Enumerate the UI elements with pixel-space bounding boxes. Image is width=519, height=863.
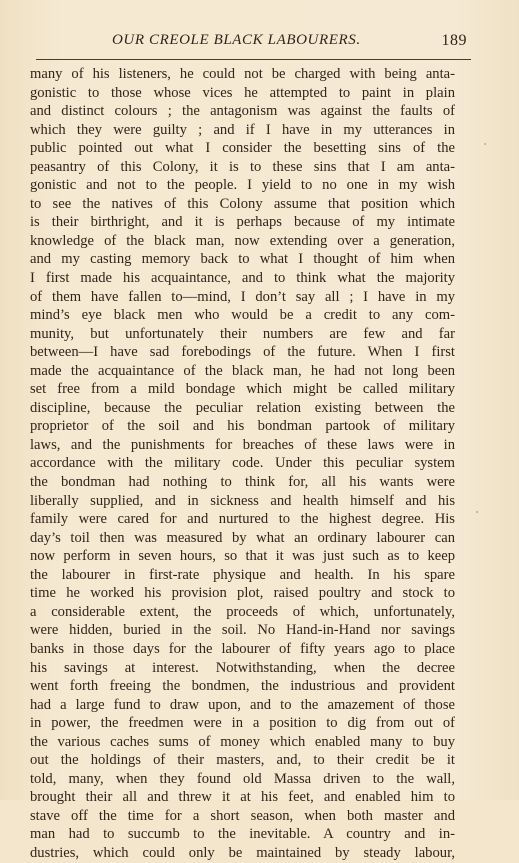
text-line: of them have fallen to—mind, I don’t say all ; I have in my — [30, 288, 455, 305]
text-line: went forth freeing the bondmen, the industrious and provident — [30, 678, 455, 695]
text-line: made the acquaintance of the black man, he had not long been — [30, 362, 455, 379]
text-line: man had to succumb to the inevitable. A country and in- — [30, 826, 455, 843]
text-line: I first made his acquaintance, and to think what the majority — [30, 270, 455, 287]
text-line: laws, and the punishments for breaches of these laws were in — [30, 436, 455, 453]
running-title: OUR CREOLE BLACK LABOURERS. — [112, 32, 361, 48]
text-line: is their birthright, and it is perhaps because of my intimate — [30, 214, 455, 231]
text-line: the bondman had nothing to think for, all his wants were — [30, 474, 455, 491]
text-line: gonistic and not to the people. I yield to no one in my wish — [30, 177, 455, 194]
running-head — [38, 32, 467, 54]
text-line: proprietor of the soil and his bondman partook of military — [30, 418, 455, 435]
text-line: banks in those days for the labourer of fifty years ago to place — [30, 640, 455, 657]
text-line: now perform in seven hours, so that it was just such as to keep — [30, 548, 455, 565]
text-line: time he worked his provision plot, raised poultry and stock to — [30, 585, 455, 602]
text-line: gonistic to those whose vices he attempted to paint in plain — [30, 84, 455, 101]
text-line: the various caches sums of money which enabled many to buy — [30, 733, 455, 750]
text-line: munity, but unfortunately their numbers are few and far — [30, 325, 455, 342]
text-line: a considerable extent, the proceeds of which, unfortunately, — [30, 603, 455, 620]
text-line: accordance with the military code. Under this peculiar system — [30, 455, 455, 472]
body-text — [30, 65, 455, 863]
text-line: family were cared for and nurtured to the highest degree. His — [30, 511, 455, 528]
text-line: dustries, which could only be maintained by steady labour, — [30, 844, 455, 861]
text-line: to see the natives of this Colony assume that position which — [30, 195, 455, 212]
text-line: peasantry of this Colony, it is to these sins that I am anta- — [30, 158, 455, 175]
text-line: mind’s eye black men who would be a credit to any com- — [30, 307, 455, 324]
text-line: public pointed out what I consider the besetting sins of the — [30, 140, 455, 157]
text-line: liberally supplied, and in sickness and health himself and his — [30, 492, 455, 509]
text-line: out the holdings of their masters, and, to their credit be it — [30, 752, 455, 769]
text-line: his savings at interest. Notwithstanding, when the decree — [30, 659, 455, 676]
text-line: set free from a mild bondage which might be called military — [30, 381, 455, 398]
paper-speck — [476, 511, 478, 513]
text-line: had a large fund to draw upon, and to the amazement of those — [30, 696, 455, 713]
page-number: 189 — [441, 32, 467, 49]
text-line: told, many, when they found old Massa driven to the wall, — [30, 770, 455, 787]
text-line: day’s toil then was measured by what an ordinary labourer can — [30, 529, 455, 546]
text-line: the labourer in first-rate physique and health. In his spare — [30, 566, 455, 583]
text-line: were hidden, buried in the soil. No Hand-in-Hand nor savings — [30, 622, 455, 639]
text-line: and my casting memory back to what I thought of him when — [30, 251, 455, 268]
text-line: in power, the freedmen were in a position to dig from out of — [30, 715, 455, 732]
header-rule — [36, 59, 471, 60]
paper-speck — [484, 143, 486, 145]
text-line: between—I have sad forebodings of the future. When I first — [30, 344, 455, 361]
text-line: discipline, because the peculiar relation existing between the — [30, 399, 455, 416]
text-line: knowledge of the black man, now extending over a generation, — [30, 232, 455, 249]
text-line: brought their all and threw it at his feet, and enabled him to — [30, 789, 455, 806]
text-line: and distinct colours ; the antagonism was against the faults of — [30, 103, 455, 120]
text-line: stave off the time for a short season, when both master and — [30, 807, 455, 824]
text-line: which they were guilty ; and if I have in my utterances in — [30, 121, 455, 138]
text-line: many of his listeners, he could not be charged with being anta- — [30, 66, 455, 82]
